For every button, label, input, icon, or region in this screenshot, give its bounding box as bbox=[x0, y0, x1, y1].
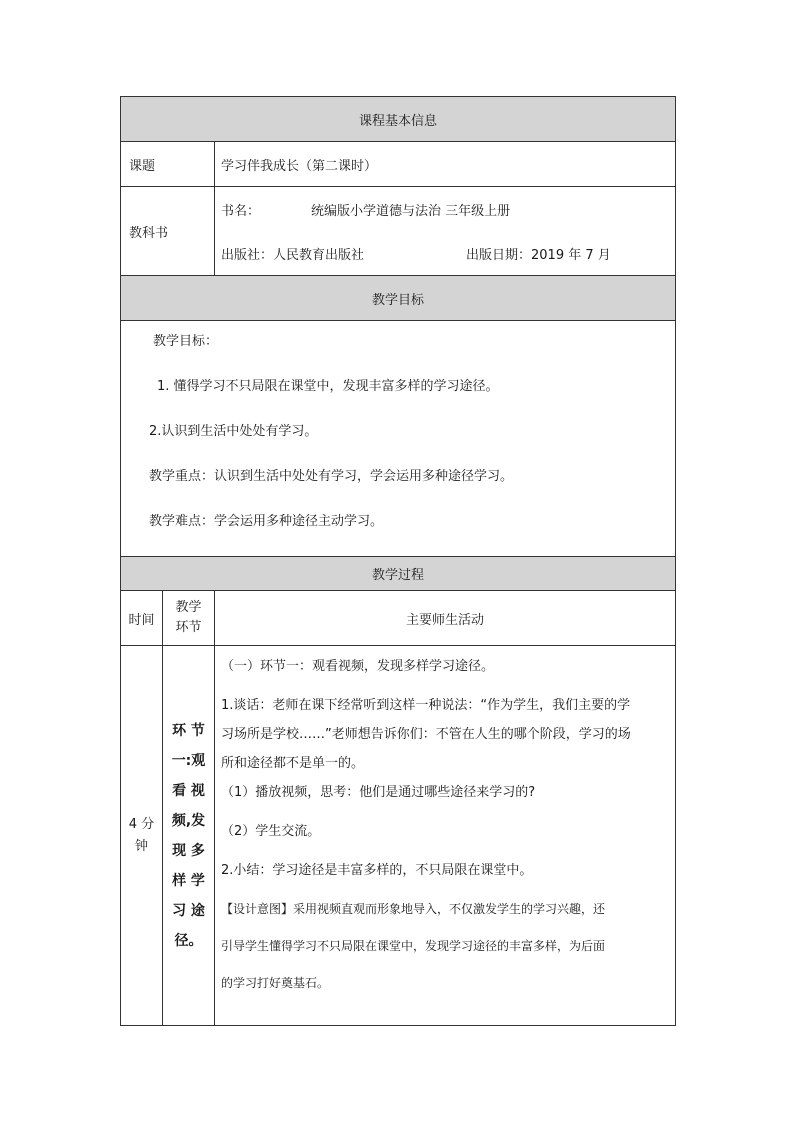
stage-char-line: 频,发 bbox=[171, 812, 206, 829]
row-stage bbox=[163, 646, 215, 1026]
textbook-row bbox=[121, 187, 676, 276]
textbook-details bbox=[215, 187, 676, 276]
col-stage-header bbox=[163, 591, 215, 646]
col-activity-header: 主要师生活动 bbox=[215, 591, 676, 646]
activity-talk-line-3: 所和途径都不是单一的。 bbox=[221, 756, 365, 771]
book-name-line bbox=[215, 187, 675, 231]
topic-row bbox=[121, 142, 676, 187]
design-intent-line-3: 的学习打好奠基石。 bbox=[221, 976, 330, 990]
activity-exchange-step: （2）学生交流。 bbox=[221, 824, 321, 839]
basic-info-title: 课程基本信息 bbox=[359, 113, 438, 129]
stage-char-line: 一:观 bbox=[171, 752, 206, 769]
activity-talk-line-1: 1.谈话：老师在课下经常听到这样一种说法：“作为学生，我们主要的学 bbox=[221, 698, 631, 713]
row-time bbox=[121, 646, 163, 1026]
col-stage-line-2: 环节 bbox=[175, 620, 202, 635]
stage-char-line: 看 视 bbox=[172, 782, 205, 799]
topic-value: 学习伴我成长（第二课时） bbox=[215, 142, 676, 187]
process-header bbox=[121, 557, 676, 591]
publisher-line bbox=[215, 231, 675, 275]
publisher: 出版社：人民教育出版社 bbox=[221, 247, 365, 263]
row-time-line-1: 4 分 bbox=[128, 816, 155, 832]
row-time-line-2: 钟 bbox=[134, 838, 148, 854]
activity-stage-title: （一）环节一：观看视频，发现多样学习途径。 bbox=[221, 659, 495, 674]
stage-char-line: 现 多 bbox=[172, 842, 205, 859]
col-time-header: 时间 bbox=[121, 591, 163, 646]
publish-date: 出版日期：2019 年 7 月 bbox=[466, 247, 611, 263]
difficulty-point: 教学难点：学会运用多种途径主动学习。 bbox=[149, 514, 384, 529]
stage-char-line: 径。 bbox=[174, 932, 203, 949]
key-point: 教学重点：认识到生活中处处有学习，学会运用多种途径学习。 bbox=[149, 469, 514, 484]
process-section-title: 教学过程 bbox=[372, 568, 425, 583]
row-activity bbox=[215, 646, 676, 1026]
topic-label: 课题 bbox=[121, 142, 215, 187]
objectives-content bbox=[121, 321, 676, 557]
process-row bbox=[121, 646, 676, 1026]
stage-char-line: 样 学 bbox=[172, 872, 205, 889]
activity-talk-line-2: 习场所是学校……”老师想告诉你们：不管在人生的哪个阶段，学习的场 bbox=[221, 727, 631, 742]
design-intent-line-2: 引导学生懂得学习不只局限在课堂中，发现学习途径的丰富多样，为后面 bbox=[221, 939, 606, 953]
objectives-section-title: 教学目标 bbox=[372, 292, 425, 308]
objectives-header bbox=[121, 276, 676, 321]
col-stage-line-1: 教学 bbox=[175, 600, 202, 615]
design-intent-line-1: 【设计意图】采用视频直观而形象地导入，不仅激发学生的学习兴趣，还 bbox=[221, 902, 606, 916]
textbook-label: 教科书 bbox=[121, 187, 215, 276]
objective-item-1: 1. 懂得学习不只局限在课堂中，发现丰富多样的学习途径。 bbox=[157, 379, 499, 394]
process-column-headers bbox=[121, 591, 676, 646]
book-name-value: 统编版小学道德与法治 三年级上册 bbox=[311, 203, 511, 219]
objectives-heading: 教学目标： bbox=[153, 334, 219, 349]
objective-item-2: 2.认识到生活中处处有学习。 bbox=[149, 424, 318, 439]
activity-summary: 2.小结：学习途径是丰富多样的，不只局限在课堂中。 bbox=[221, 863, 533, 878]
lesson-plan-table bbox=[120, 96, 676, 1026]
stage-char-line: 环 节 bbox=[172, 722, 205, 739]
basic-info-header bbox=[121, 97, 676, 142]
activity-video-step: （1）播放视频，思考：他们是通过哪些途径来学习的? bbox=[221, 785, 536, 800]
book-name-key: 书名： bbox=[221, 203, 261, 219]
stage-char-line: 习 途 bbox=[172, 902, 205, 919]
